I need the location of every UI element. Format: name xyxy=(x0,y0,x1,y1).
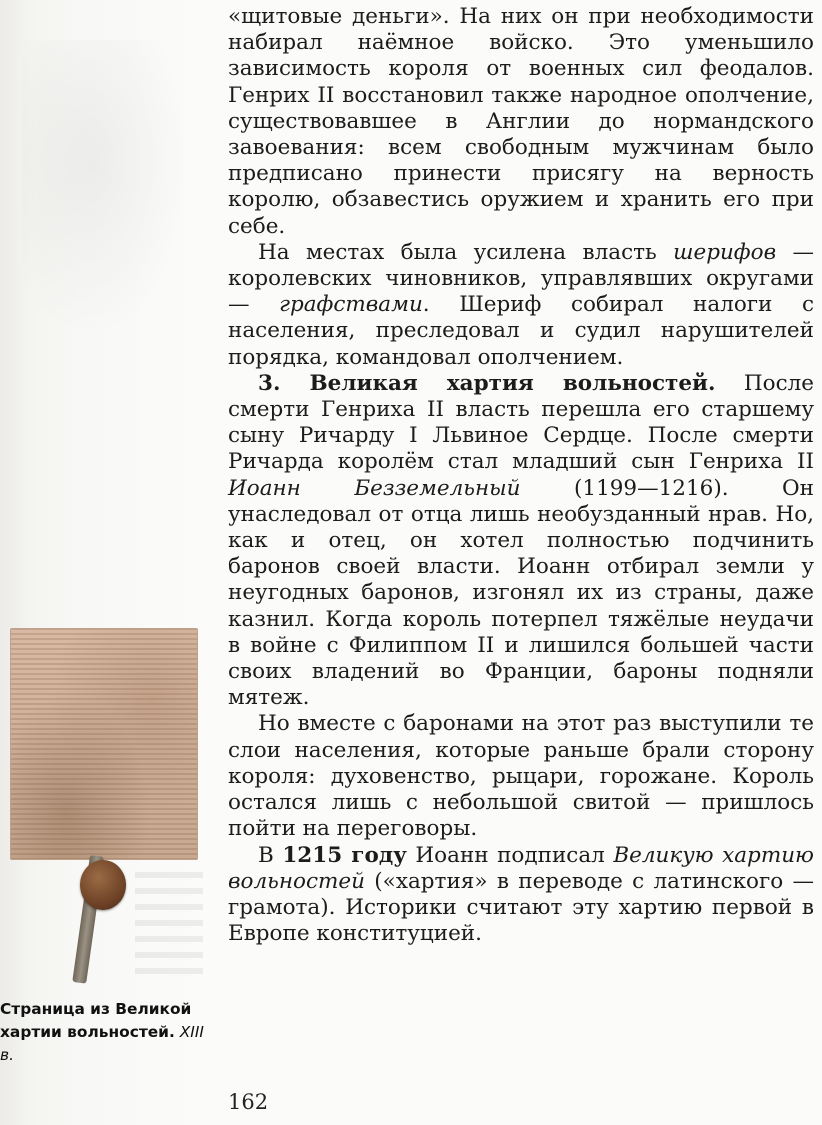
p2-text-a: На местах была усилена власть xyxy=(258,239,674,265)
main-text-column xyxy=(228,4,814,947)
year-1215: 1215 году xyxy=(282,842,407,868)
term-sheriffs: шерифов xyxy=(673,239,777,265)
p3-text-b: (1199—1216). Он унаследовал от отца лишь необузданный нрав. Но, как и отец, он хотел полностью подчинить баронов своей власти. Иоанн отбирал земли у неугодных баронов, изгонял их из страны, даже казнил. Когда король потерпел тяжёлые неудачи в войне с Филиппом II и лишился большей части своих владений во Франции, бароны подняли мятеж. xyxy=(228,475,814,711)
p2-text-c: . Шериф собирал налоги с населения, преследовал и судил нарушителей порядка, командовал ополчением. xyxy=(228,292,814,370)
page-number: 162 xyxy=(228,1090,269,1114)
p5-text-a: В xyxy=(258,842,283,868)
figure-caption xyxy=(0,998,205,1067)
p2-text-b: — королевских чиновников, управлявших округами — xyxy=(228,239,814,318)
term-magna-carta: Великую хартию вольностей xyxy=(228,842,814,894)
bleed-through-shadow xyxy=(22,40,192,340)
paragraph-1: «щитовые деньги». На них он при необходимости набирал наёмное войско. Это уменьшило зависимость короля от военных сил феодалов. Генрих II восстановил также народное ополчение, существовавшее в Англии до нормандского завоевания: всем свободным мужчинам было предписано принести присягу на верность королю, обзавестись оружием и хранить его при себе. xyxy=(228,4,814,239)
paragraph-4: Но вместе с баронами на этот раз выступили те слои населения, которые раньше брали сторону короля: духовенство, рыцари, горожане. Король остался лишь с небольшой свитой — пришлось пойти на переговоры. xyxy=(228,711,814,842)
paragraph-2 xyxy=(228,240,814,371)
name-john-lackland: Иоанн Безземельный xyxy=(228,475,521,501)
paragraph-5 xyxy=(228,843,814,948)
p5-text-b: Иоанн подписал xyxy=(406,842,614,868)
caption-title: Страница из Великой хартии вольностей. xyxy=(0,1000,192,1041)
p5-text-c: («хартия» в переводе с латинского — грамота). Историки считают эту хартию первой в Европе конституцией. xyxy=(228,868,814,947)
magna-carta-illustration xyxy=(10,628,202,988)
wax-seal xyxy=(80,860,126,910)
term-counties: графствами xyxy=(279,292,423,318)
section-heading: 3. Великая хартия вольностей. xyxy=(258,370,716,396)
caption-date: XIII в. xyxy=(0,1023,204,1064)
paragraph-3 xyxy=(228,371,814,712)
p3-text-a: После смерти Генриха II власть перешла его старшему сыну Ричарду I Львиное Сердце. После смерти Ричарда королём стал младший сын Генриха II xyxy=(228,370,815,475)
parchment-page-image xyxy=(10,628,198,860)
